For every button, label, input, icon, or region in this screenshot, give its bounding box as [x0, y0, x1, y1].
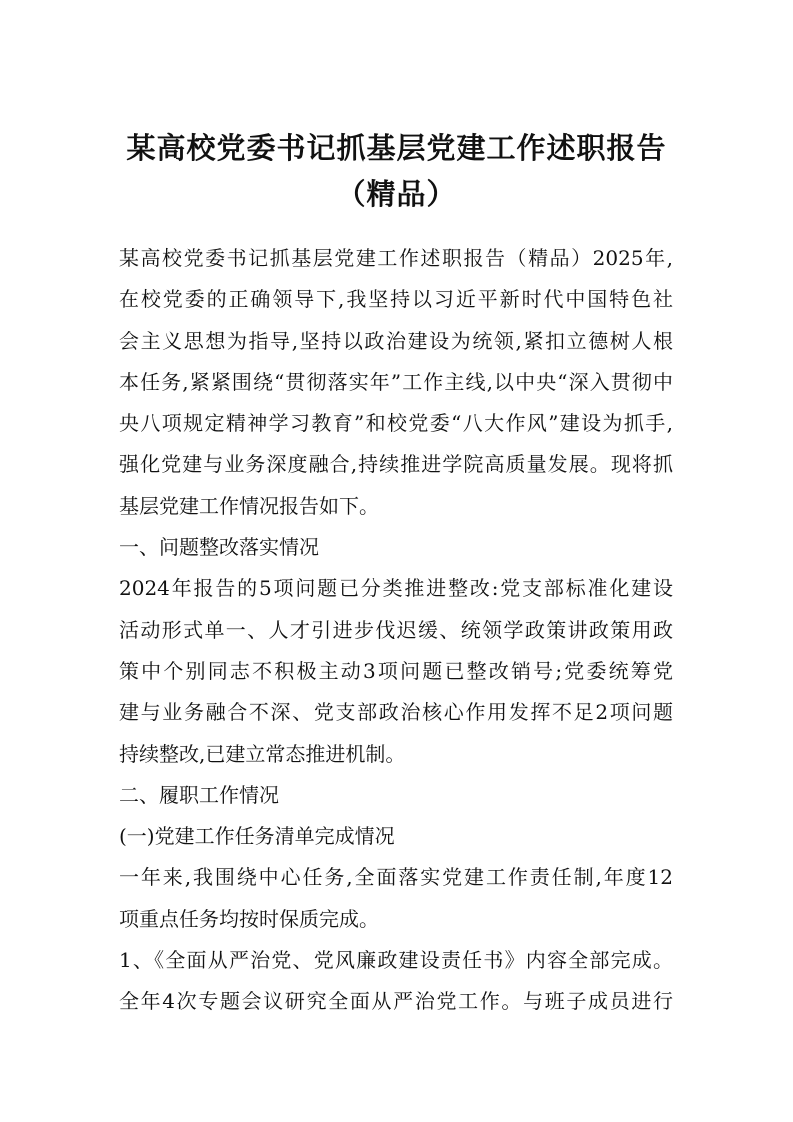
text-line: 央八项规定精神学习教育”和校党委“八大作风”建设为抓手,: [119, 411, 673, 436]
text-line: 2024年报告的5项问题已分类推进整改:党支部标准化建设: [119, 576, 673, 601]
text-line: 活动形式单一、人才引进步伐迟缓、统领学政策讲政策用政: [119, 617, 673, 642]
text-line: 策中个别同志不积极主动3项问题已整改销号;党委统筹党: [119, 658, 673, 683]
text-line: 在校党委的正确领导下,我坚持以习近平新时代中国特色社: [119, 287, 673, 312]
text-line: 本任务,紧紧围绕“贯彻落实年”工作主线,以中央“深入贯彻中: [119, 369, 673, 394]
text-line: 基层党建工作情况报告如下。: [119, 493, 379, 518]
text-line: 一年来,我围绕中心任务,全面落实党建工作责任制,年度12: [119, 865, 673, 890]
text-line: 全年4次专题会议研究全面从严治党工作。与班子成员进行: [119, 989, 673, 1014]
text-line: 某高校党委书记抓基层党建工作述职报告（精品）2025年,: [119, 246, 673, 270]
text-line: 一、问题整改落实情况: [119, 535, 319, 560]
text-line: 强化党建与业务深度融合,持续推进学院高质量发展。现将抓: [119, 452, 673, 477]
text-line: 持续整改,已建立常态推进机制。: [119, 741, 406, 766]
document-body: [119, 238, 673, 1023]
text-line: 建与业务融合不深、党支部政治核心作用发挥不足2项问题: [119, 700, 673, 725]
text-line: 二、履职工作情况: [119, 782, 279, 807]
text-line: (一)党建工作任务清单完成情况: [119, 824, 395, 849]
document-title-line-2: （精品）: [336, 177, 457, 211]
text-line: 1、《全面从严治党、党风廉政建设责任书》内容全部完成。: [119, 948, 673, 973]
text-line: 会主义思想为指导,坚持以政治建设为统领,紧扣立德树人根: [119, 328, 673, 353]
document-title-line-1: 某高校党委书记抓基层党建工作述职报告: [126, 131, 667, 165]
text-line: 项重点任务均按时保质完成。: [119, 906, 379, 931]
